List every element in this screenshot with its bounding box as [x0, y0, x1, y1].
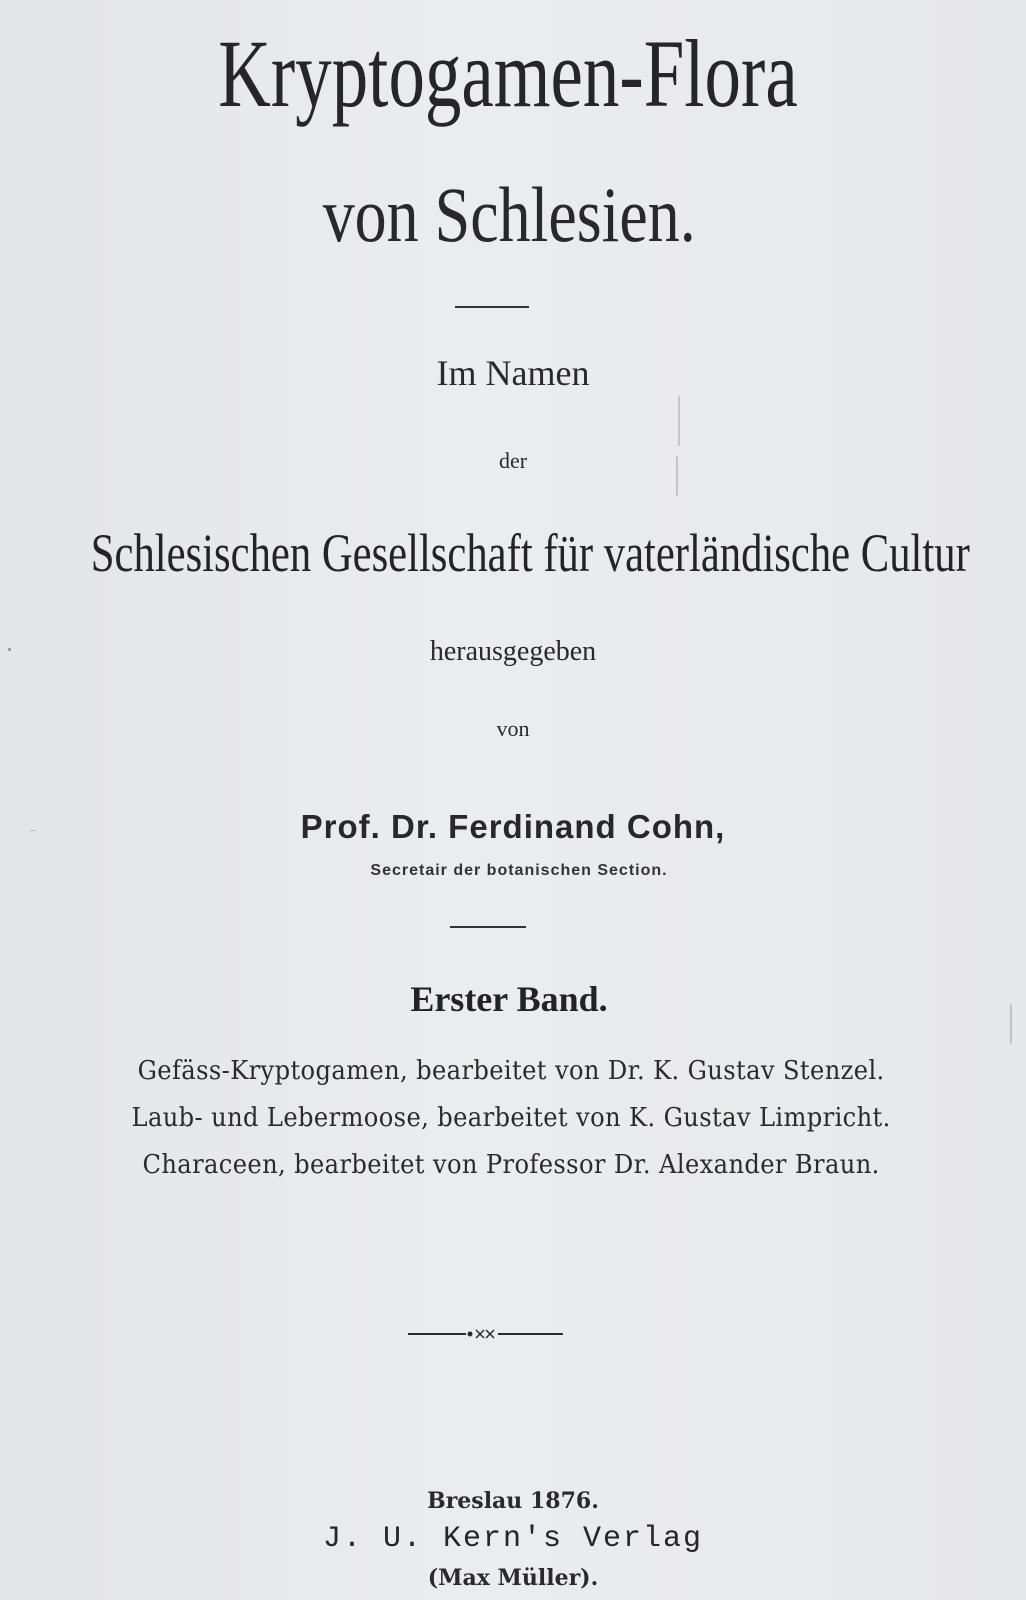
book-title-line-2: von Schlesien.	[322, 171, 696, 258]
imprint-proprietor: (Max Müller).	[427, 1565, 599, 1591]
paper-speck	[678, 396, 680, 446]
contents-line: Characeen, bearbeitet von Professor Dr. Alexander Braun.	[142, 1150, 880, 1180]
paper-speck	[676, 456, 678, 496]
paper-speck	[30, 830, 36, 831]
im-namen-text: Im Namen	[436, 353, 590, 393]
volume-label: Erster Band.	[410, 979, 608, 1019]
von-text: von	[496, 716, 530, 741]
paper-speck	[8, 648, 11, 651]
book-title-line-1: Kryptogamen-Flora	[218, 20, 798, 127]
divider-rule	[450, 926, 526, 928]
divider-rule	[455, 306, 529, 308]
der-text: der	[498, 448, 528, 473]
paper-speck	[1010, 1004, 1012, 1044]
imprint-place-year: Breslau 1876.	[427, 1488, 599, 1514]
editor-name: Prof. Dr. Ferdinand Cohn,	[300, 808, 726, 845]
society-name: Schlesischen Gesellschaft für vaterländische Cultur	[90, 523, 970, 583]
editor-role: Secretair der botanischen Section.	[370, 862, 668, 879]
contents-line: Gefäss-Kryptogamen, bearbeitet von Dr. K. Gustav Stenzel.	[137, 1056, 885, 1086]
herausgegeben-text: herausgegeben	[429, 636, 597, 667]
ornamental-divider	[408, 1326, 563, 1342]
imprint-publisher: J. U. Kern's Verlag	[322, 1522, 704, 1556]
contents-line: Laub- und Lebermoose, bearbeitet von K. Gustav Limpricht.	[131, 1103, 891, 1133]
